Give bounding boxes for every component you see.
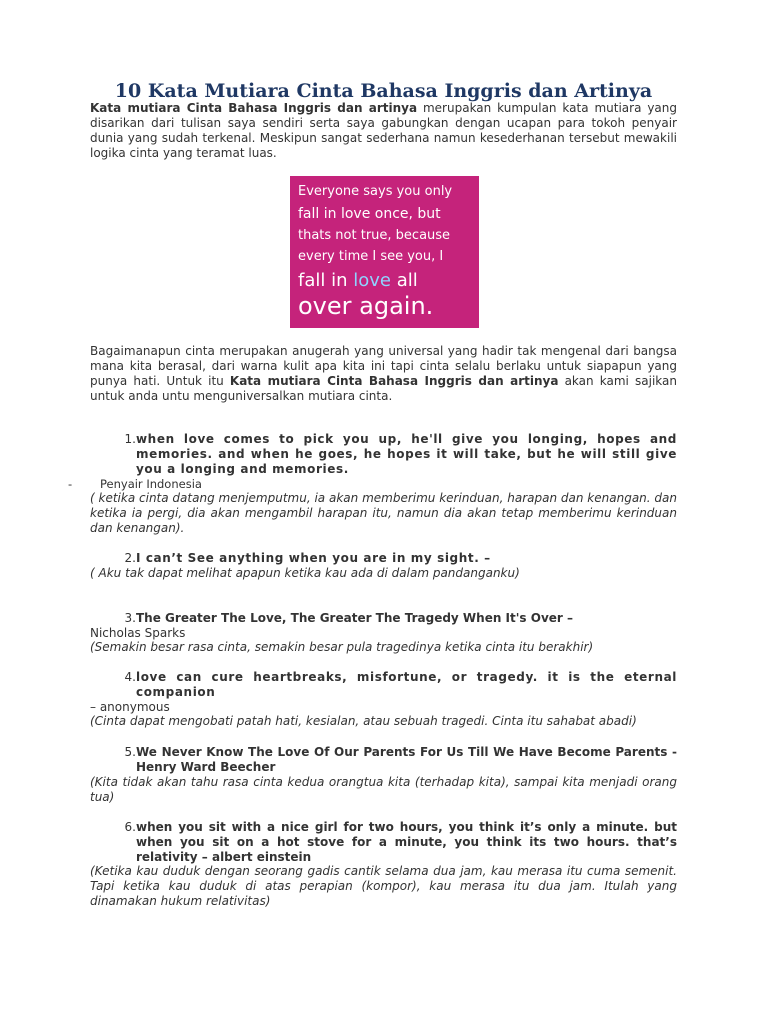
list-item bbox=[90, 551, 677, 566]
item-translation: ( ketika cinta datang menjemputmu, ia akan memberimu kerinduan, harapan dan kenangan. dan ketika ia pergi, dia akan mengambil harapan itu, namun dia akan tetap memberimu kerinduan dan kenangan). bbox=[90, 491, 677, 535]
item-number: 1. bbox=[124, 432, 136, 446]
list-item bbox=[90, 745, 677, 775]
second-paragraph bbox=[90, 344, 677, 404]
item-translation: (Kita tidak akan tahu rasa cinta kedua orangtua kita (terhadap kita), sampai kita menjadi orang tua) bbox=[90, 775, 677, 804]
item-translation: (Ketika kau duduk dengan seorang gadis cantik selama dua jam, kau merasa itu cuma semenit. Tapi ketika kau duduk di atas perapian (kompor), kau merasa itu dua jam. Itulah yang dinamakan hukum relativitas) bbox=[90, 864, 677, 908]
quote-line-3: thats not true, because bbox=[298, 228, 451, 243]
quote-line-1: Everyone says you only bbox=[298, 184, 453, 199]
list-item bbox=[90, 611, 677, 626]
quote-image-svg bbox=[290, 176, 479, 328]
quote-line-5c: all bbox=[390, 270, 418, 291]
item-author bbox=[68, 477, 677, 492]
item-quote: love can cure heartbreaks, misfortune, or tragedy. it is the eternal companion bbox=[136, 670, 677, 699]
intro-paragraph bbox=[90, 101, 677, 161]
item-translation: (Cinta dapat mengobati patah hati, kesialan, atau sebuah tragedi. Cinta itu sahabat abadi) bbox=[90, 714, 637, 728]
para2-text-2: akan kami sajikan untuk anda untu menguniversalkan mutiara cinta. bbox=[90, 374, 677, 403]
para2-text-1: Bagaimanapun cinta merupakan anugerah yang universal yang hadir tak mengenal dari bangsa mana kita berasal, dari warna kulit apa kita ini tapi cinta selalu berlaku untuk siapapun yang punya hati. Untuk itu bbox=[90, 344, 677, 388]
item-quote: I can’t See anything when you are in my sight. – bbox=[136, 551, 491, 565]
item-author: – anonymous bbox=[90, 700, 170, 714]
item-number: 4. bbox=[124, 670, 136, 684]
quote-line-6: over again. bbox=[298, 292, 434, 320]
page-title: 10 Kata Mutiara Cinta Bahasa Inggris dan Artinya bbox=[114, 80, 653, 102]
para2-bold: Kata mutiara Cinta Bahasa Inggris dan artinya bbox=[229, 374, 559, 388]
list-item bbox=[90, 432, 677, 477]
item-author-text: Penyair Indonesia bbox=[100, 477, 202, 491]
item-quote: We Never Know The Love Of Our Parents For Us Till We Have Become Parents -Henry Ward Beecher bbox=[136, 745, 677, 774]
item-quote: when you sit with a nice girl for two hours, you think it’s only a minute. but when you sit on a hot stove for a minute, you think its two hours. that’s relativity – albert einstein bbox=[136, 820, 677, 864]
item-number: 2. bbox=[124, 551, 136, 565]
item-author: Nicholas Sparks bbox=[90, 626, 186, 640]
item-number: 3. bbox=[124, 611, 136, 625]
quote-line-2: fall in love once, but bbox=[298, 206, 441, 222]
intro-bold-lead: Kata mutiara Cinta Bahasa Inggris dan artinya bbox=[90, 101, 418, 115]
list-item bbox=[90, 670, 677, 700]
intro-text: merupakan kumpulan kata mutiara yang disarikan dari tulisan saya sendiri serta saya gabungkan dengan ucapan para tokoh penyair dunia yang sudah terkenal. Meskipun sangat sederhana namun kesederhanan tersebut mewakili logika cinta yang teramat luas. bbox=[90, 101, 678, 160]
quote-word-love: love bbox=[353, 270, 391, 291]
item-quote: when love comes to pick you up, he'll give you longing, hopes and memories. and when he goes, he hopes it will take, but he will still give you a longing and memories. bbox=[136, 432, 677, 476]
quote-line-5a: fall in bbox=[298, 270, 354, 291]
love-quote-image bbox=[290, 176, 479, 328]
item-translation: ( Aku tak dapat melihat apapun ketika kau ada di dalam pandanganku) bbox=[90, 566, 520, 580]
bullet-dash: - bbox=[68, 477, 73, 491]
quote-line-4: every time I see you, I bbox=[298, 249, 444, 264]
item-number: 5. bbox=[124, 745, 136, 759]
item-number: 6. bbox=[124, 820, 136, 834]
item-quote: The Greater The Love, The Greater The Tragedy When It's Over – bbox=[136, 611, 574, 625]
item-translation: (Semakin besar rasa cinta, semakin besar pula tragedinya ketika cinta itu berakhir) bbox=[90, 640, 594, 654]
list-item bbox=[90, 820, 677, 865]
quote-line-5 bbox=[298, 270, 418, 291]
